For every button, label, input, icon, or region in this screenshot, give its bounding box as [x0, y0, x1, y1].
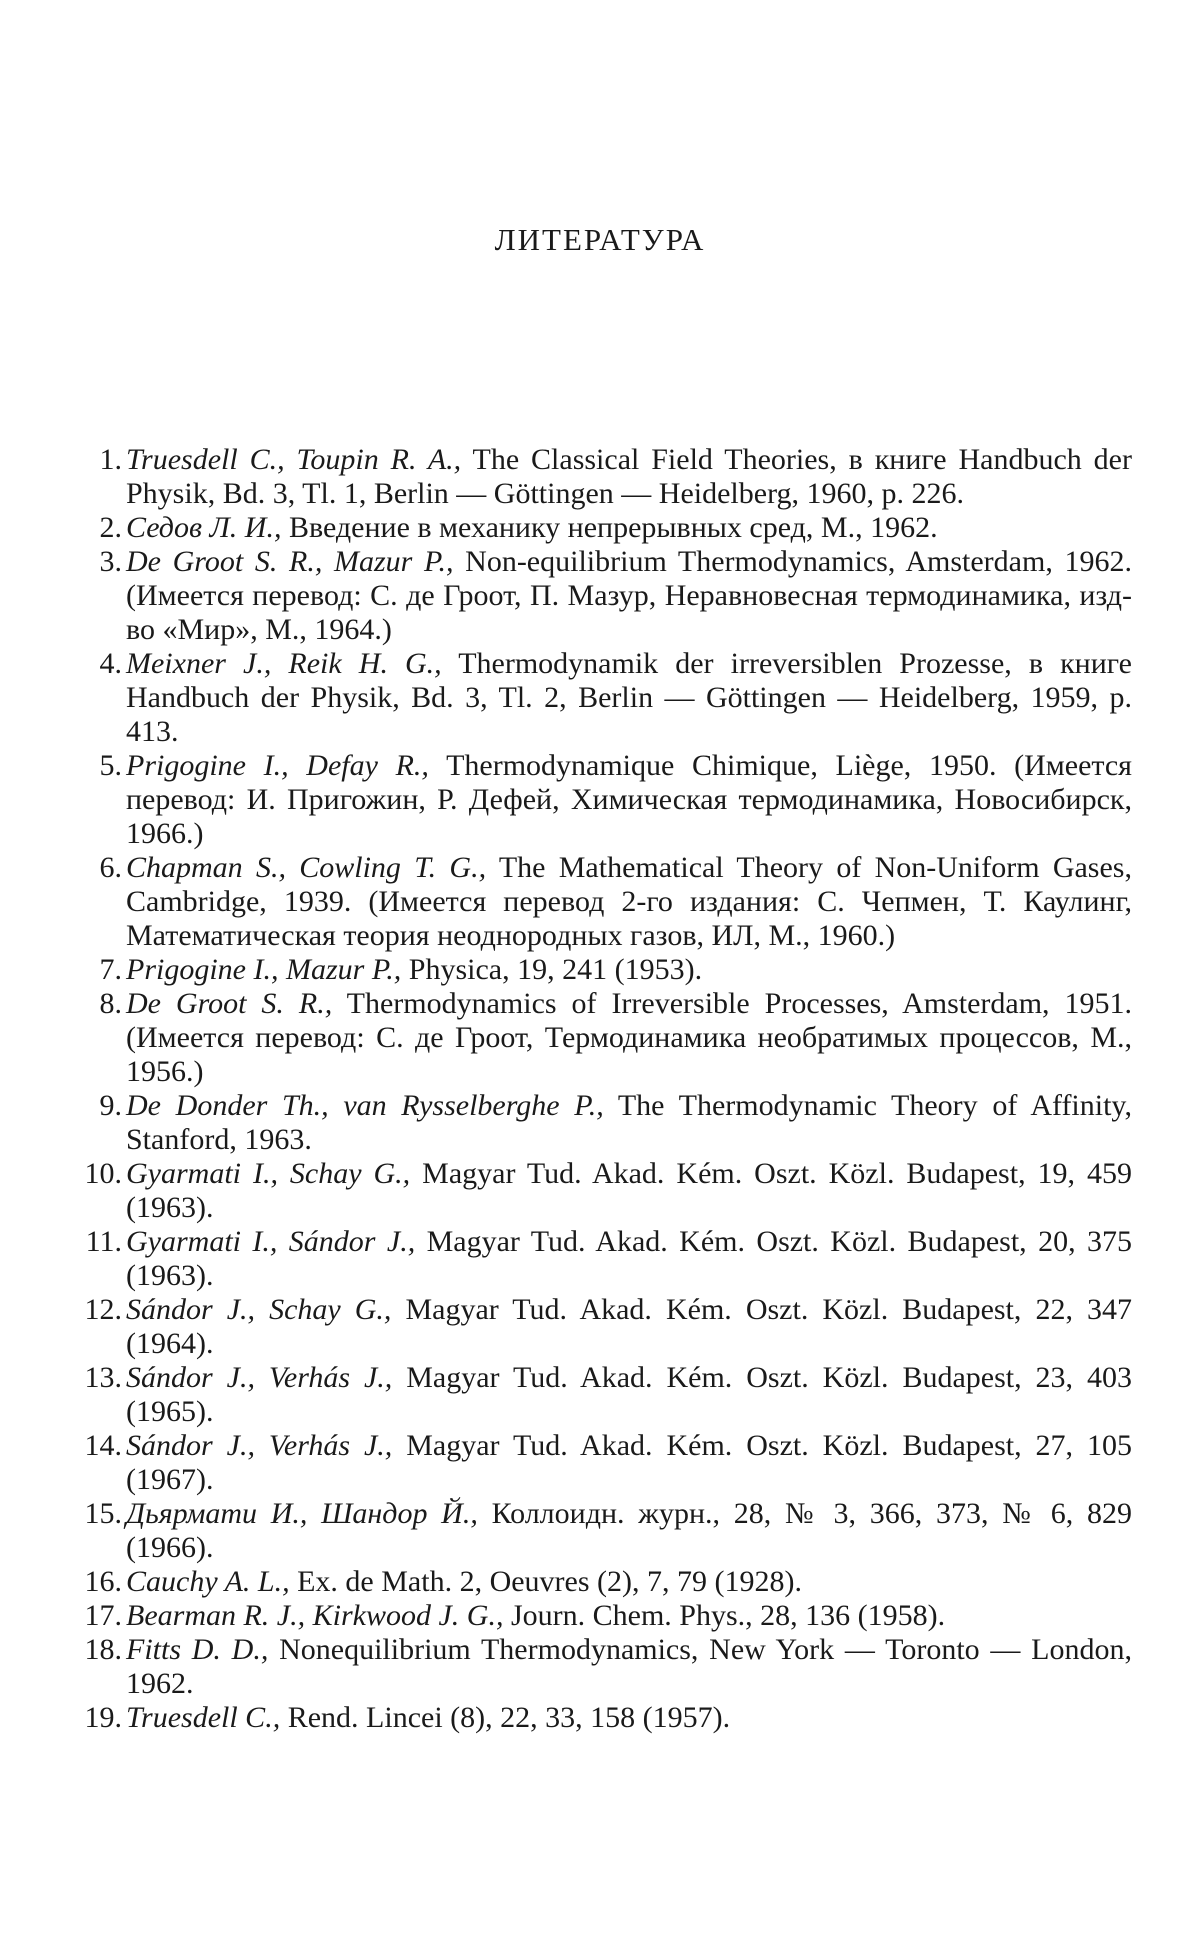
reference-item [72, 1429, 1132, 1497]
reference-citation: Physica, 19, 241 (1953). [401, 953, 703, 986]
reference-authors: De Groot S. R., [126, 987, 333, 1020]
reference-item [72, 1089, 1132, 1157]
reference-item [72, 1293, 1132, 1361]
reference-citation: The Classical Field Theories, в книге Handbuch der Physik, Bd. 3, Tl. 1, Berlin — Göttingen — Heidelberg, 1960, p. 226. [126, 443, 1132, 510]
reference-authors: Седов Л. И., [126, 511, 282, 544]
reference-body [126, 1565, 802, 1598]
reference-item [72, 1565, 1132, 1599]
reference-citation: Magyar Tud. Akad. Kém. Oszt. Közl. Budapest, 22, 347 (1964). [126, 1293, 1132, 1360]
reference-item [72, 647, 1132, 749]
reference-number: 12. [84, 1293, 122, 1326]
reference-item [72, 1599, 1132, 1633]
reference-authors: Bearman R. J., Kirkwood J. G., [126, 1599, 504, 1632]
reference-item [72, 1633, 1132, 1701]
reference-number: 13. [84, 1361, 122, 1394]
reference-list [72, 443, 1132, 1735]
reference-body [126, 545, 1132, 646]
reference-number: 1. [99, 443, 122, 476]
reference-body [126, 1599, 945, 1632]
reference-authors: Gyarmati I., Schay G., [126, 1157, 411, 1190]
reference-citation: Magyar Tud. Akad. Kém. Oszt. Közl. Budapest, 20, 375 (1963). [126, 1225, 1132, 1292]
reference-citation: Magyar Tud. Akad. Kém. Oszt. Közl. Budapest, 27, 105 (1967). [126, 1429, 1132, 1496]
reference-citation: Journ. Chem. Phys., 28, 136 (1958). [503, 1599, 946, 1632]
reference-citation: Коллоидн. журн., 28, № 3, 366, 373, № 6, 829 (1966). [126, 1497, 1132, 1564]
reference-body [126, 1429, 1132, 1496]
reference-body [126, 1089, 1132, 1156]
reference-citation: Magyar Tud. Akad. Kém. Oszt. Közl. Budapest, 19, 459 (1963). [126, 1157, 1133, 1224]
reference-authors: Sándor J., Schay G., [126, 1293, 392, 1326]
reference-number: 17. [84, 1599, 122, 1632]
reference-authors: Дьярмати И., Шандор Й., [126, 1497, 478, 1530]
reference-body [126, 1293, 1132, 1360]
reference-citation: Thermodynamics of Irreversible Processes, Amsterdam, 1951. (Имеется перевод: С. де Гроот, Термодинамика необратимых процессов, М., 1956.) [126, 987, 1132, 1088]
reference-citation: Thermodynamique Chimique, Liège, 1950. (Имеется перевод: И. Пригожин, Р. Дефей, Химическая термодинамика, Новосибирск, 1966.) [126, 749, 1132, 850]
reference-body [126, 511, 938, 544]
reference-item [72, 443, 1132, 511]
reference-item [72, 545, 1132, 647]
reference-number: 15. [84, 1497, 122, 1530]
reference-item [72, 749, 1132, 851]
reference-item [72, 851, 1132, 953]
reference-number: 3. [99, 545, 122, 578]
reference-body [126, 851, 1132, 952]
reference-item [72, 1701, 1132, 1735]
reference-authors: De Donder Th., van Rysselberghe P., [126, 1089, 604, 1122]
reference-body [126, 1497, 1132, 1564]
reference-citation: The Mathematical Theory of Non-Uniform Gases, Cambridge, 1939. (Имеется перевод 2-го издания: С. Чепмен, Т. Каулинг, Математическая теория неоднородных газов, ИЛ, М., 1960.) [126, 851, 1132, 952]
reference-number: 11. [85, 1225, 122, 1258]
reference-authors: Sándor J., Verhás J., [126, 1429, 393, 1462]
reference-body [126, 1157, 1132, 1224]
reference-citation: Non-equilibrium Thermodynamics, Amsterdam, 1962. (Имеется перевод: С. де Гроот, П. Мазур, Неравновесная термодинамика, изд-во «Мир», М., 1964.) [126, 545, 1132, 646]
page-title: ЛИТЕРАТУРА [494, 222, 706, 257]
reference-authors: Gyarmati I., Sándor J., [126, 1225, 416, 1258]
reference-body [126, 443, 1132, 510]
reference-number: 7. [99, 953, 122, 986]
reference-number: 19. [84, 1701, 122, 1734]
reference-item [72, 987, 1132, 1089]
reference-authors: Meixner J., Reik H. G., [126, 647, 442, 680]
reference-number: 5. [99, 749, 122, 782]
reference-citation: Nonequilibrium Thermodynamics, New York — Toronto — London, 1962. [126, 1633, 1132, 1700]
reference-body [126, 749, 1132, 850]
reference-number: 9. [99, 1089, 122, 1122]
reference-authors: Cauchy A. L., [126, 1565, 290, 1598]
reference-citation: Ex. de Math. 2, Oeuvres (2), 7, 79 (1928). [289, 1565, 802, 1598]
reference-body [126, 1361, 1132, 1428]
reference-item [72, 1225, 1132, 1293]
reference-authors: Truesdell C., Toupin R. A., [126, 443, 462, 476]
reference-item [72, 1361, 1132, 1429]
reference-body [126, 1225, 1132, 1292]
reference-citation: Magyar Tud. Akad. Kém. Oszt. Közl. Budapest, 23, 403 (1965). [126, 1361, 1132, 1428]
reference-item [72, 1157, 1132, 1225]
reference-authors: Chapman S., Cowling T. G., [126, 851, 487, 884]
reference-number: 2. [99, 511, 122, 544]
reference-citation: The Thermodynamic Theory of Affinity, Stanford, 1963. [126, 1089, 1132, 1156]
reference-item [72, 511, 1132, 545]
reference-number: 18. [84, 1633, 122, 1666]
reference-body [126, 987, 1132, 1088]
reference-number: 16. [84, 1565, 122, 1598]
reference-body [126, 1701, 730, 1734]
reference-number: 4. [99, 647, 122, 680]
reference-number: 10. [84, 1157, 122, 1190]
reference-citation: Thermodynamik der irreversiblen Prozesse, в книге Handbuch der Physik, Bd. 3, Tl. 2, Berlin — Göttingen — Heidelberg, 1959, p. 413. [126, 647, 1132, 748]
reference-authors: Fitts D. D., [126, 1633, 269, 1666]
reference-item [72, 1497, 1132, 1565]
reference-citation: Rend. Lincei (8), 22, 33, 158 (1957). [280, 1701, 731, 1734]
reference-citation: Введение в механику непрерывных сред, М., 1962. [281, 511, 938, 544]
reference-number: 8. [99, 987, 122, 1020]
reference-body [126, 1633, 1132, 1700]
reference-body [126, 953, 702, 986]
reference-authors: Sándor J., Verhás J., [126, 1361, 393, 1394]
reference-authors: De Groot S. R., Mazur P., [126, 545, 454, 578]
reference-number: 14. [84, 1429, 122, 1462]
reference-number: 6. [99, 851, 122, 884]
reference-authors: Truesdell C., [126, 1701, 281, 1734]
reference-authors: Prigogine I., Defay R., [126, 749, 429, 782]
reference-body [126, 647, 1132, 748]
reference-item [72, 953, 1132, 987]
reference-authors: Prigogine I., Mazur P., [126, 953, 402, 986]
